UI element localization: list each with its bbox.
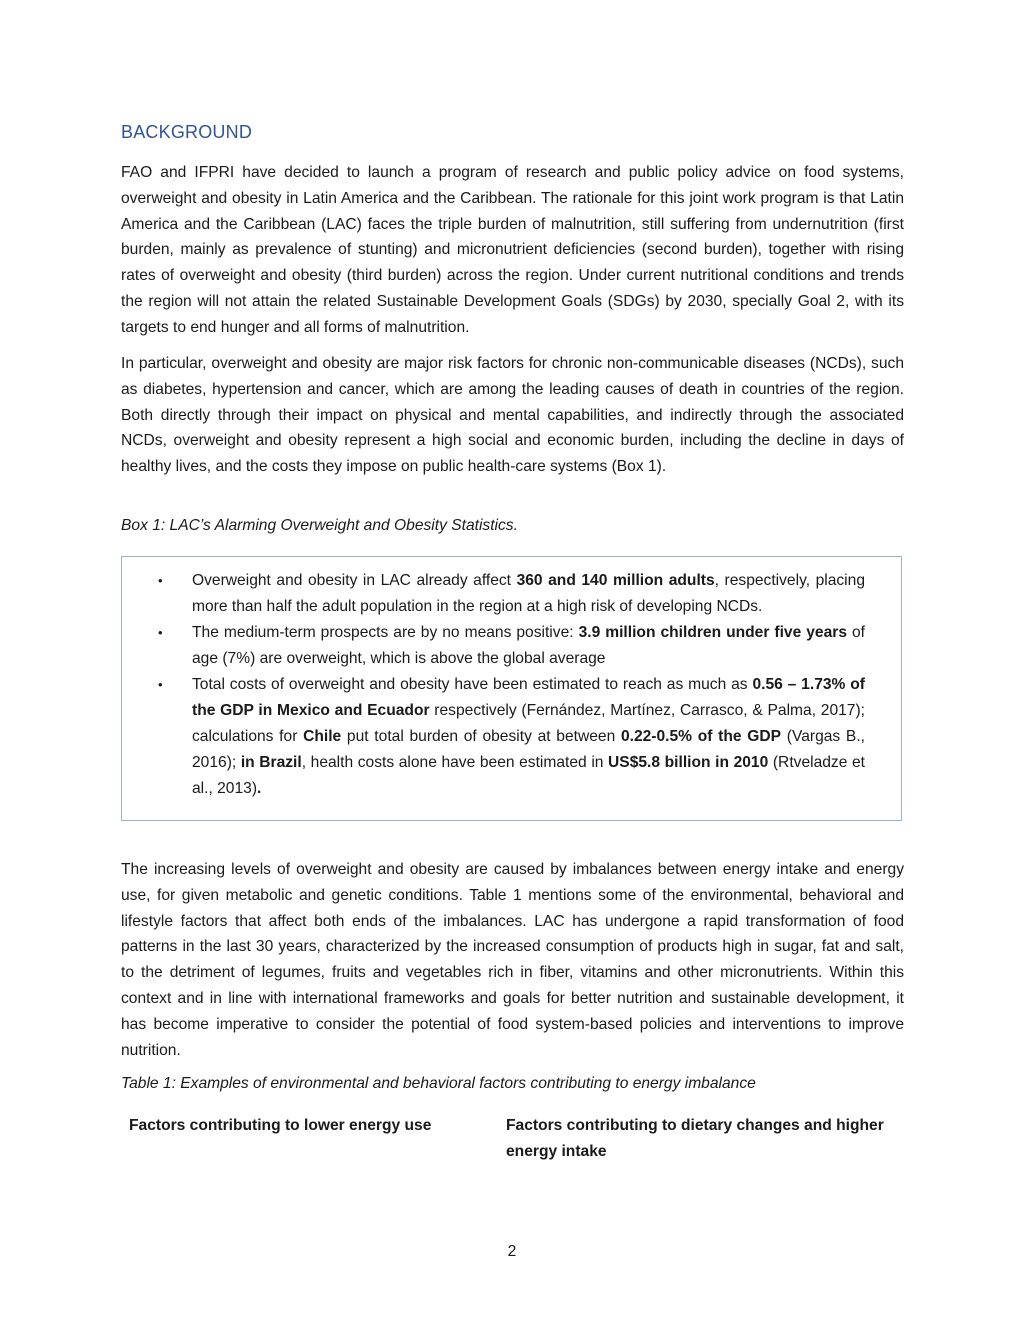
page-number: 2 [507, 1243, 517, 1260]
item-emphasis: 0.56 – 1.73% of the GDP in Mexico and Ecuador [192, 676, 865, 719]
list-item [158, 672, 865, 802]
paragraph-ncds: In particular, overweight and obesity are major risk factors for chronic non-communicable diseases (NCDs), such as diabetes, hypertension and cancer, which are among the leading causes of death in countries of the region. Both directly through their impact on physical and mental capabilities, and indirectly through the associated NCDs, overweight and obesity represent a high social and economic burden, including the decline in days of healthy lives, and the costs they impose on public health-care systems (Box 1). [121, 355, 904, 476]
item-text: Overweight and obesity in LAC already affect [192, 572, 517, 589]
item-emphasis: . [257, 780, 262, 797]
table-header-lower-energy: Factors contributing to lower energy use [129, 1117, 432, 1134]
paragraph-intro: FAO and IFPRI have decided to launch a program of research and public policy advice on food systems, overweight and obesity in Latin America and the Caribbean. The rationale for this joint work program is that Latin America and the Caribbean (LAC) faces the triple burden of malnutrition, still suffering from undernutrition (first burden, mainly as prevalence of stunting) and micronutrient deficiencies (second burden), together with rising rates of overweight and obesity (third burden) across the region. Under current nutritional conditions and trends the region will not attain the related Sustainable Development Goals (SDGs) by 2030, specially Goal 2, with its targets to end hunger and all forms of malnutrition. [121, 164, 904, 336]
item-text: put total burden of obesity at between [341, 728, 621, 745]
list-item [158, 620, 865, 672]
statistics-list [158, 568, 865, 802]
item-emphasis: 360 and 140 million adults [516, 572, 715, 589]
item-text: of age (7%) are overweight, which is above the global average [192, 624, 866, 667]
item-text: , respectively, placing more than half the adult population in the region at a high risk of developing NCDs. [192, 572, 865, 615]
bullet-icon: • [158, 625, 163, 640]
item-emphasis: 0.22-0.5% of the GDP [620, 728, 782, 745]
table-header-higher-intake: Factors contributing to dietary changes and higher energy intake [506, 1117, 884, 1160]
box-caption: Box 1: LAC’s Alarming Overweight and Obesity Statistics. [121, 517, 518, 534]
bullet-icon: • [158, 573, 163, 588]
item-text: (Vargas B., 2016); [192, 728, 865, 771]
bullet-icon: • [158, 677, 163, 692]
item-text: Total costs of overweight and obesity have been estimated to reach as much as [192, 676, 753, 693]
item-emphasis: 3.9 million children under five years [578, 624, 848, 641]
item-text: , health costs alone have been estimated in [301, 754, 609, 771]
item-text: (Rtveladze et al., 2013) [192, 754, 865, 797]
section-heading: BACKGROUND [121, 122, 253, 142]
list-item [158, 568, 865, 620]
item-emphasis: US$5.8 billion in 2010 [608, 754, 769, 771]
paragraph-imbalances: The increasing levels of overweight and obesity are caused by imbalances between energy intake and energy use, for given metabolic and genetic conditions. Table 1 mentions some of the environmental, behavioral and lifestyle factors that affect both ends of the imbalances. LAC has undergone a rapid transformation of food patterns in the last 30 years, characterized by the increased consumption of products high in sugar, fat and salt, to the detriment of legumes, fruits and vegetables rich in fiber, vitamins and other micronutrients. Within this context and in line with international frameworks and goals for better nutrition and sustainable development, it has become imperative to consider the potential of food system-based policies and interventions to improve nutrition. [121, 861, 904, 1059]
statistics-box [121, 556, 902, 821]
item-emphasis: in Brazil [240, 754, 302, 771]
table-caption: Table 1: Examples of environmental and behavioral factors contributing to energy imbalance [121, 1075, 756, 1092]
item-text: respectively (Fernández, Martínez, Carrasco, & Palma, 2017); calculations for [192, 702, 866, 745]
item-emphasis: Chile [303, 728, 342, 745]
item-text: The medium-term prospects are by no means positive: [192, 624, 579, 641]
